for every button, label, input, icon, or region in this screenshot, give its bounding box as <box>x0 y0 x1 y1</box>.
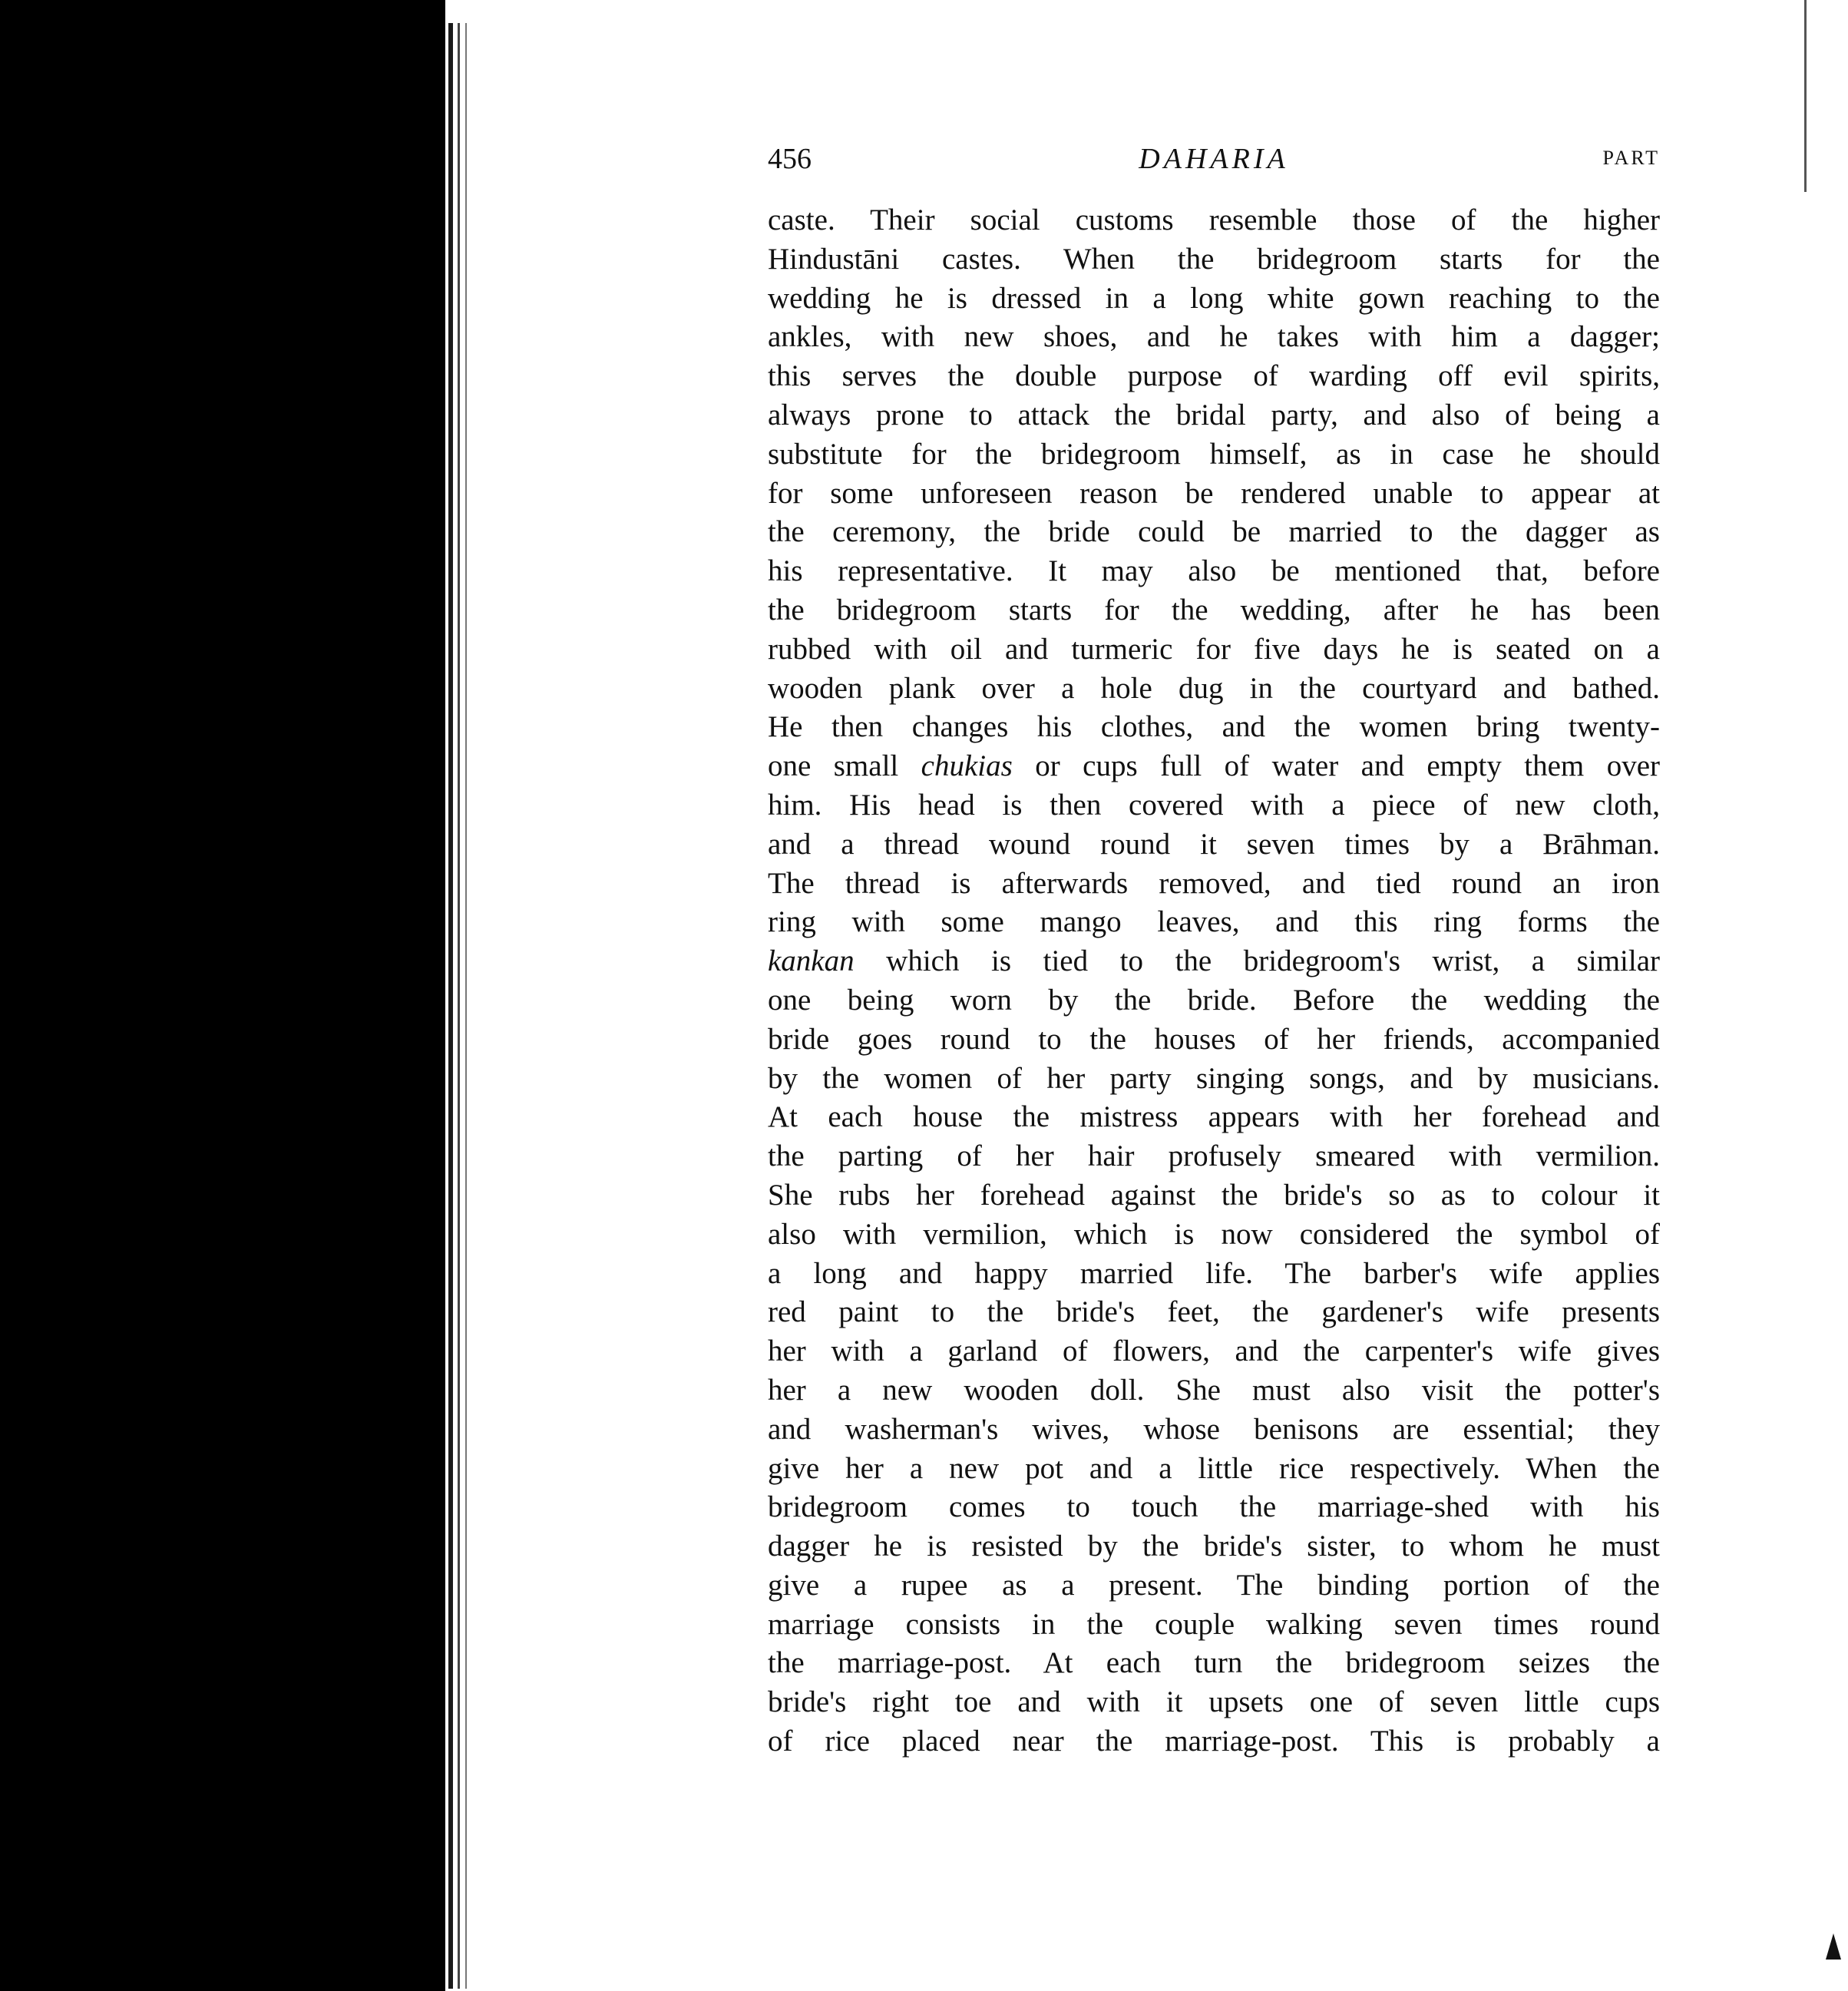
text-line: marriage consists in the couple walking seven times round <box>768 1607 1660 1641</box>
part-label: PART <box>1602 147 1660 169</box>
text-segment: or cups full of water and empty them over <box>1012 749 1660 783</box>
text-line: caste. Their social customs resemble those of the higher <box>768 203 1660 236</box>
text-line: a long and happy married life. The barber's wife applies <box>768 1256 1660 1290</box>
text-line: the marriage-post. At each turn the bridegroom seizes the <box>768 1646 1660 1680</box>
text-line: ring with some mango leaves, and this ring forms the <box>768 905 1660 939</box>
text-line: She rubs her forehead against the bride's so as to colour it <box>768 1178 1660 1212</box>
text-line: rubbed with oil and turmeric for five days he is seated on a <box>768 632 1660 666</box>
text-line: her a new wooden doll. She must also visit the potter's <box>768 1373 1660 1407</box>
text-line: one being worn by the bride. Before the wedding the <box>768 983 1660 1017</box>
text-line: ankles, with new shoes, and he takes with him a dagger; <box>768 320 1660 354</box>
text-line: always prone to attack the bridal party, and also of being a <box>768 398 1660 432</box>
text-line: bridegroom comes to touch the marriage-shed with his <box>768 1490 1660 1524</box>
page-edge-streak <box>458 23 460 1989</box>
running-head <box>768 142 1660 185</box>
text-line: and a thread wound round it seven times by a Brāhman. <box>768 827 1660 861</box>
text-line: him. His head is then covered with a piece of new cloth, <box>768 788 1660 822</box>
text-line: dagger he is resisted by the bride's sister, to whom he must <box>768 1530 1660 1563</box>
text-line: He then changes his clothes, and the women bring twenty- <box>768 710 1660 744</box>
text-line: for some unforeseen reason be rendered unable to appear at <box>768 476 1660 510</box>
text-line: give her a new pot and a little rice respectively. When the <box>768 1451 1660 1485</box>
text-line: by the women of her party singing songs, and by musicians. <box>768 1061 1660 1095</box>
italic-term: kankan <box>768 944 855 978</box>
running-title: DAHARIA <box>1139 143 1289 175</box>
text-line: bride's right toe and with it upsets one of seven little cups <box>768 1685 1660 1719</box>
text-line: and washerman's wives, whose benisons are essential; they <box>768 1412 1660 1446</box>
text-line: also with vermilion, which is now considered the symbol of <box>768 1217 1660 1251</box>
text-line: The thread is afterwards removed, and tied round an iron <box>768 866 1660 900</box>
text-line: substitute for the bridegroom himself, as in case he should <box>768 437 1660 471</box>
text-line: At each house the mistress appears with her forehead and <box>768 1100 1660 1134</box>
text-line: of rice placed near the marriage-post. This is probably a <box>768 1725 1660 1758</box>
page-number: 456 <box>768 143 812 175</box>
text-line: wedding he is dressed in a long white gown reaching to the <box>768 281 1660 315</box>
binding-shadow <box>0 0 445 1991</box>
text-segment: one small <box>768 749 921 783</box>
body-text <box>768 201 1660 1761</box>
text-line <box>768 747 1660 786</box>
text-line: red paint to the bride's feet, the gardener's wife presents <box>768 1295 1660 1329</box>
corner-mark-icon <box>1826 1933 1841 1960</box>
text-segment: which is tied to the bridegroom's wrist, a similar <box>854 944 1660 978</box>
text-line: the parting of her hair profusely smeared with vermilion. <box>768 1139 1660 1173</box>
text-line: wooden plank over a hole dug in the courtyard and bathed. <box>768 671 1660 705</box>
text-line: give a rupee as a present. The binding portion of the <box>768 1568 1660 1602</box>
text-line: his representative. It may also be mentioned that, before <box>768 554 1660 588</box>
text-line: the ceremony, the bride could be married to the dagger as <box>768 515 1660 549</box>
text-line: the bridegroom starts for the wedding, after he has been <box>768 593 1660 627</box>
page-edge-right <box>1804 0 1807 192</box>
page-edge-streak <box>465 23 467 1989</box>
text-line: this serves the double purpose of warding off evil spirits, <box>768 359 1660 393</box>
text-line <box>768 942 1660 981</box>
italic-term: chukias <box>921 749 1013 783</box>
text-line: Hindustāni castes. When the bridegroom starts for the <box>768 242 1660 276</box>
page-edge-streak <box>448 23 453 1989</box>
text-line: bride goes round to the houses of her friends, accompanied <box>768 1022 1660 1056</box>
text-line: her with a garland of flowers, and the carpenter's wife gives <box>768 1334 1660 1368</box>
